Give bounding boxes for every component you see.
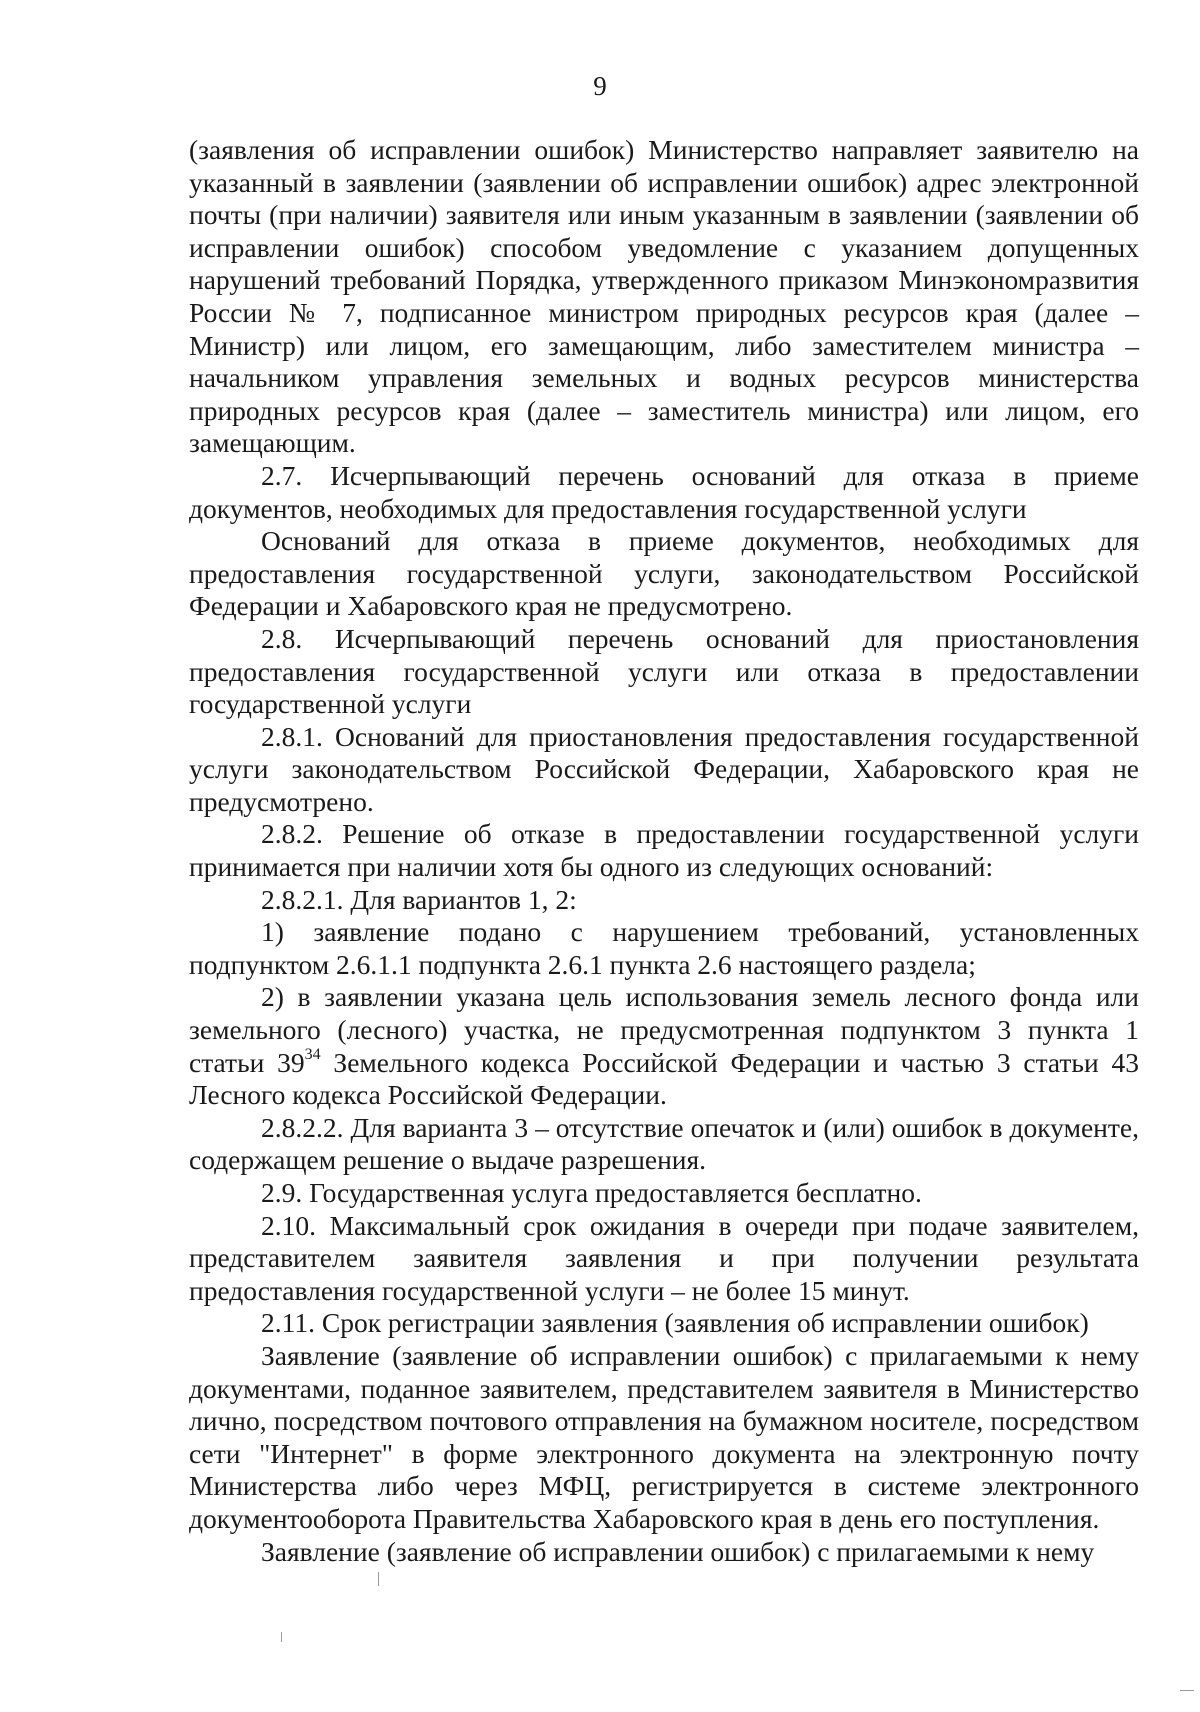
section-2-11-body: Заявление (заявление об исправлении ошибок) с прилагаемыми к нему документами, поданное заявителем, представителем заявителя в Министерство лично, посредством почтового отправления на бумажном носителе, посредством сети "Интернет" в форме электронного документа на электронную почту Министерства либо через МФЦ, регистрируется в системе электронного документооборота Правительства Хабаровского края в день его поступления. bbox=[189, 1339, 1139, 1534]
scan-artifact bbox=[281, 1632, 282, 1642]
page-number: 9 bbox=[593, 71, 607, 101]
scan-artifact bbox=[378, 1572, 379, 1586]
document-body bbox=[189, 134, 1139, 1568]
section-2-8-2-2: 2.8.2.2. Для варианта 3 – отсутствие опечаток и (или) ошибок в документе, содержащем решение о выдаче разрешения. bbox=[189, 1111, 1139, 1176]
section-2-8-2-1: 2.8.2.1. Для вариантов 1, 2: bbox=[261, 883, 577, 915]
section-2-8-1: 2.8.1. Оснований для приостановления предоставления государственной услуги законодательством Российской Федерации, Хабаровского края не предусмотрено. bbox=[189, 720, 1139, 817]
section-2-8-2: 2.8.2. Решение об отказе в предоставлении государственной услуги принимается при наличии хотя бы одного из следующих оснований: bbox=[189, 818, 1139, 883]
section-2-10: 2.10. Максимальный срок ожидания в очереди при подаче заявителем, представителем заявителя заявления и при получении результата предоставления государственной услуги – не более 15 минут. bbox=[189, 1209, 1139, 1306]
list-item-2-text-before: 2) в заявлении указана цель использования земель лесного фонда или земельного (лесного) участка, не предусмотренная подпунктом 3 пункта 1 статьи 39 bbox=[189, 981, 1139, 1078]
section-2-9: 2.9. Государственная услуга предоставляется бесплатно. bbox=[261, 1177, 922, 1208]
list-item-2-text-after: Земельного кодекса Российской Федерации и частью 3 статьи 43 Лесного кодекса Российской Федерации. bbox=[189, 1046, 1139, 1111]
section-2-7-body: Оснований для отказа в приеме документов, необходимых для предоставления государственной услуги, законодательством Российской Федерации и Хабаровского края не предусмотрено. bbox=[189, 525, 1139, 622]
scan-artifact bbox=[1180, 1690, 1194, 1691]
list-item-1: 1) заявление подано с нарушением требований, установленных подпунктом 2.6.1.1 подпункта 2.6.1 пункта 2.6 настоящего раздела; bbox=[189, 916, 1139, 980]
paragraph-continued: (заявления об исправлении ошибок) Министерство направляет заявителю на указанный в заявлении (заявлении об исправлении ошибок) адрес электронной почты (при наличии) заявителя или иным указанным в заявлении (заявлении об исправлении ошибок) способом уведомление с указанием допущенных нарушений требований Порядка, утвержденного приказом Минэкономразвития России № 7, подписанное министром природных ресурсов края (далее – Министр) или лицом, его замещающим, либо заместителем министра – начальником управления земельных и водных ресурсов министерства природных ресурсов края (далее – заместитель министра) или лицом, его замещающим. bbox=[189, 134, 1139, 459]
section-2-8-heading: 2.8. Исчерпывающий перечень оснований для приостановления предоставления государственной услуги или отказа в предоставлении государственной услуги bbox=[189, 622, 1139, 720]
superscript-34: 34 bbox=[304, 1046, 321, 1064]
section-2-7-heading: 2.7. Исчерпывающий перечень оснований для отказа в приеме документов, необходимых для предоставления государственной услуги bbox=[189, 459, 1139, 524]
list-item-2 bbox=[189, 981, 1139, 1111]
paragraph-last: Заявление (заявление об исправлении ошибок) с прилагаемыми к нему bbox=[261, 1535, 1095, 1567]
section-2-11-heading: 2.11. Срок регистрации заявления (заявления об исправлении ошибок) bbox=[261, 1307, 1089, 1339]
